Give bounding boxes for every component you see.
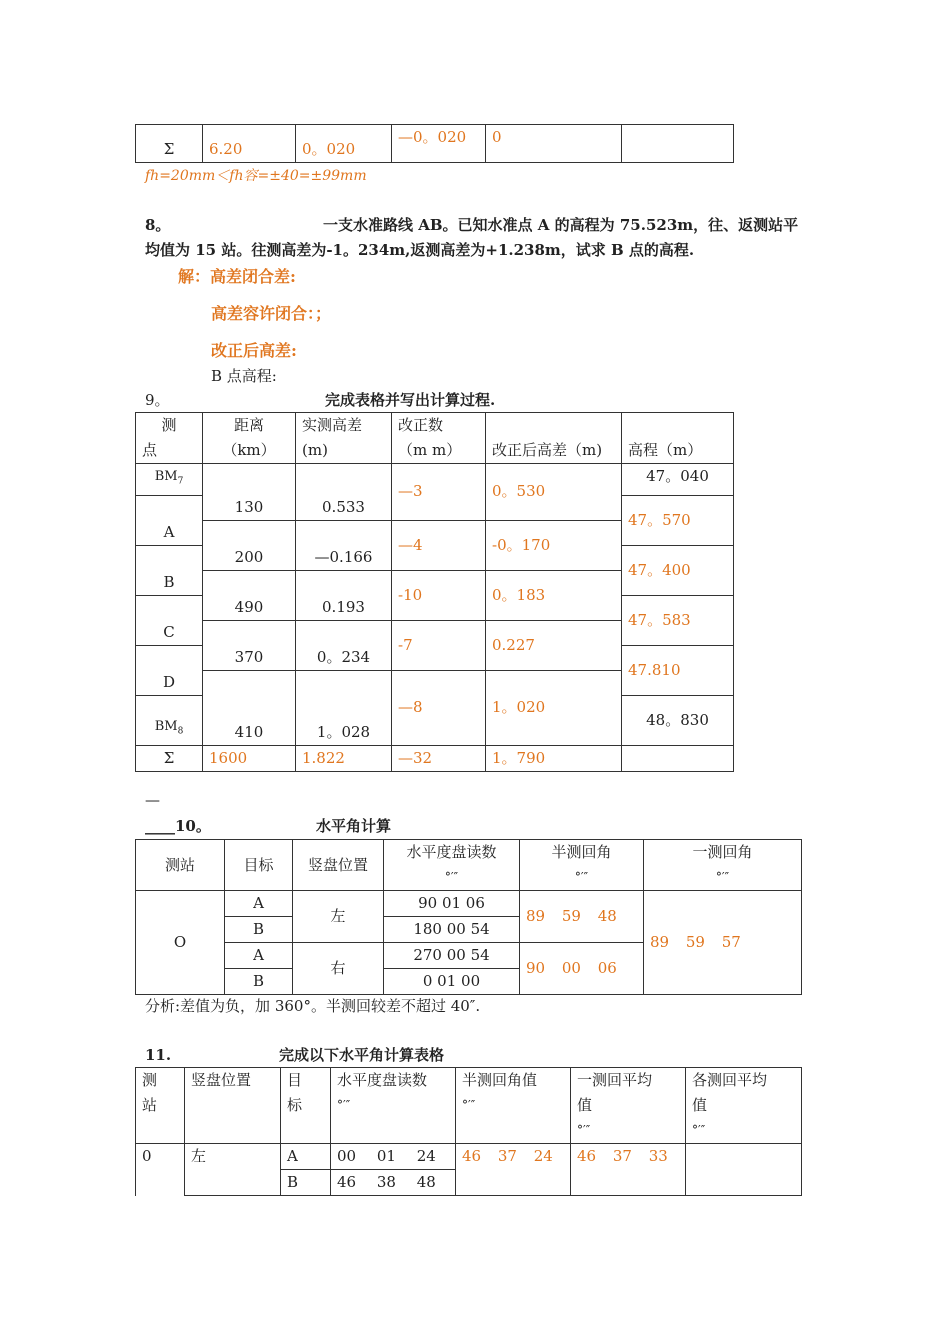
table-top-sum bbox=[135, 124, 734, 163]
q8-number: 8。 bbox=[145, 216, 171, 234]
q9-point-bm8: $BM_8$ bbox=[136, 695, 203, 745]
q11-number: 11. bbox=[145, 1046, 172, 1064]
q8-solution-allowable: 高差容许闭合：； bbox=[211, 304, 332, 323]
q10-reading-4: 0 01 00 bbox=[384, 969, 520, 995]
q9-sum-elevation bbox=[622, 745, 734, 771]
q10-header-station: 测站 bbox=[136, 840, 225, 891]
q11-position: 左 bbox=[185, 1144, 281, 1196]
sum-elevation bbox=[622, 125, 734, 163]
q8-text-line1: 一支水准路线 AB。已知水准点 A 的高程为 75.523m，往、返测站平 bbox=[323, 216, 799, 234]
q11-half: 46 37 24 bbox=[456, 1144, 571, 1196]
q11-header-position: 竖盘位置 bbox=[185, 1068, 281, 1144]
q10-reading-3: 270 00 54 bbox=[384, 943, 520, 969]
q9-sum-measured: 1.822 bbox=[296, 745, 392, 771]
q10-title: 水平角计算 bbox=[316, 817, 392, 835]
q9-header-correction: 改正数 （m m） bbox=[392, 413, 486, 464]
q10-target-2: B bbox=[225, 917, 293, 943]
q10-station: O bbox=[136, 891, 225, 995]
q10-header-reading: 水平度盘读数 °′″ bbox=[384, 840, 520, 891]
q10-dash: — bbox=[145, 791, 160, 809]
q9-seg5-measured: 1。028 bbox=[296, 670, 392, 745]
q9-number: 9。 bbox=[145, 391, 170, 409]
q10-header-full: 一测回角 °′″ bbox=[644, 840, 802, 891]
q9-seg3-corrected: 0。183 bbox=[486, 570, 622, 620]
q9-seg2-measured: —0.166 bbox=[296, 520, 392, 570]
q11-average bbox=[686, 1144, 802, 1196]
sum-corrected: 0 bbox=[486, 125, 622, 163]
q11-station: 0 bbox=[136, 1144, 185, 1196]
q9-seg2-corrected: -0。170 bbox=[486, 520, 622, 570]
q8-solution-closure: 解：高差闭合差: bbox=[178, 267, 296, 286]
q9-header-point: 测 点 bbox=[136, 413, 203, 464]
q10-target-1: A bbox=[225, 891, 293, 917]
q9-elev-bm8: 48。830 bbox=[622, 695, 734, 745]
sum-distance: 6.20 bbox=[203, 125, 296, 163]
q9-header-elevation: 高程（m） bbox=[622, 413, 734, 464]
q9-seg1-measured: 0.533 bbox=[296, 464, 392, 521]
q10-header-half: 半测回角 °′″ bbox=[520, 840, 644, 891]
q11-title: 完成以下水平角计算表格 bbox=[279, 1046, 445, 1064]
q11-table bbox=[135, 1067, 802, 1196]
q9-elev-bm7: 47。040 bbox=[622, 464, 734, 496]
q10-header-target: 目标 bbox=[225, 840, 293, 891]
q11-full: 46 37 33 bbox=[571, 1144, 686, 1196]
q9-elev-a: 47。570 bbox=[622, 495, 734, 545]
q11-header-half: 半测回角值 °′″ bbox=[456, 1068, 571, 1144]
q9-sum-distance: 1600 bbox=[203, 745, 296, 771]
q10-position-right: 右 bbox=[293, 943, 384, 995]
q11-target-a: A bbox=[281, 1144, 331, 1170]
q9-point-c: C bbox=[136, 595, 203, 645]
q9-sum-corrected: 1。790 bbox=[486, 745, 622, 771]
q10-number: ____10。 bbox=[145, 817, 211, 835]
q9-seg3-distance: 490 bbox=[203, 570, 296, 620]
q9-seg2-distance: 200 bbox=[203, 520, 296, 570]
q9-point-a: A bbox=[136, 495, 203, 545]
sum-height-diff: 0。020 bbox=[296, 125, 392, 163]
q9-seg4-measured: 0。234 bbox=[296, 620, 392, 670]
q9-seg5-corrected: 1。020 bbox=[486, 670, 622, 745]
q11-header-station: 测 站 bbox=[136, 1068, 185, 1144]
q9-elev-c: 47。583 bbox=[622, 595, 734, 645]
q11-header-target: 目 标 bbox=[281, 1068, 331, 1144]
q9-header-corrected: 改正后高差（m) bbox=[486, 413, 622, 464]
q9-seg3-correction: -10 bbox=[392, 570, 486, 620]
q9-table bbox=[135, 412, 734, 772]
q11-header-full: 一测回平均 值 °′″ bbox=[571, 1068, 686, 1144]
q10-reading-1: 90 01 06 bbox=[384, 891, 520, 917]
q9-seg5-correction: —8 bbox=[392, 670, 486, 745]
q9-point-b: B bbox=[136, 545, 203, 595]
q9-seg1-distance: 130 bbox=[203, 464, 296, 521]
closure-note: fh=20mm＜fh容=±40=±99mm bbox=[145, 168, 367, 184]
q8-solution-corrected: 改正后高差: bbox=[211, 341, 297, 360]
q9-elev-d: 47.810 bbox=[622, 645, 734, 695]
q9-header-distance: 距离 （km） bbox=[203, 413, 296, 464]
q8-text-line2: 均值为 15 站。往测高差为-1。234m,返测高差为+1.238m，试求 B 点的高程. bbox=[145, 241, 695, 259]
q9-seg4-correction: -7 bbox=[392, 620, 486, 670]
q9-title: 完成表格并写出计算过程. bbox=[325, 391, 496, 409]
q9-point-d: D bbox=[136, 645, 203, 695]
q9-seg4-corrected: 0.227 bbox=[486, 620, 622, 670]
q10-half-left: 89 59 48 bbox=[520, 891, 644, 943]
q11-header-average: 各测回平均 值 °′″ bbox=[686, 1068, 802, 1144]
sum-correction: —0。020 bbox=[392, 125, 486, 163]
q10-position-left: 左 bbox=[293, 891, 384, 943]
q9-seg1-corrected: 0。530 bbox=[486, 464, 622, 521]
q9-elev-b: 47。400 bbox=[622, 545, 734, 595]
q9-seg3-measured: 0.193 bbox=[296, 570, 392, 620]
q11-header-reading: 水平度盘读数 °′″ bbox=[331, 1068, 456, 1144]
q10-table bbox=[135, 839, 802, 995]
sum-symbol: Σ bbox=[136, 125, 203, 163]
q9-seg5-distance: 410 bbox=[203, 670, 296, 745]
q9-sum-symbol: Σ bbox=[136, 745, 203, 771]
q9-seg2-correction: —4 bbox=[392, 520, 486, 570]
q10-reading-2: 180 00 54 bbox=[384, 917, 520, 943]
q10-header-position: 竖盘位置 bbox=[293, 840, 384, 891]
q11-reading-a: 00 01 24 bbox=[331, 1144, 456, 1170]
q10-half-right: 90 00 06 bbox=[520, 943, 644, 995]
q9-header-measured: 实测高差 (m) bbox=[296, 413, 392, 464]
q9-sum-correction: —32 bbox=[392, 745, 486, 771]
q10-target-3: A bbox=[225, 943, 293, 969]
q11-target-b: B bbox=[281, 1170, 331, 1196]
q10-target-4: B bbox=[225, 969, 293, 995]
q11-reading-b: 46 38 48 bbox=[331, 1170, 456, 1196]
q10-analysis: 分析:差值为负，加 360°。半测回较差不超过 40″. bbox=[145, 997, 481, 1015]
q10-full: 89 59 57 bbox=[644, 891, 802, 995]
q9-seg4-distance: 370 bbox=[203, 620, 296, 670]
q9-seg1-correction: —3 bbox=[392, 464, 486, 521]
q9-point-bm7: $BM_7$ bbox=[136, 464, 203, 496]
q8-solution-elevation: B 点高程: bbox=[211, 367, 277, 385]
